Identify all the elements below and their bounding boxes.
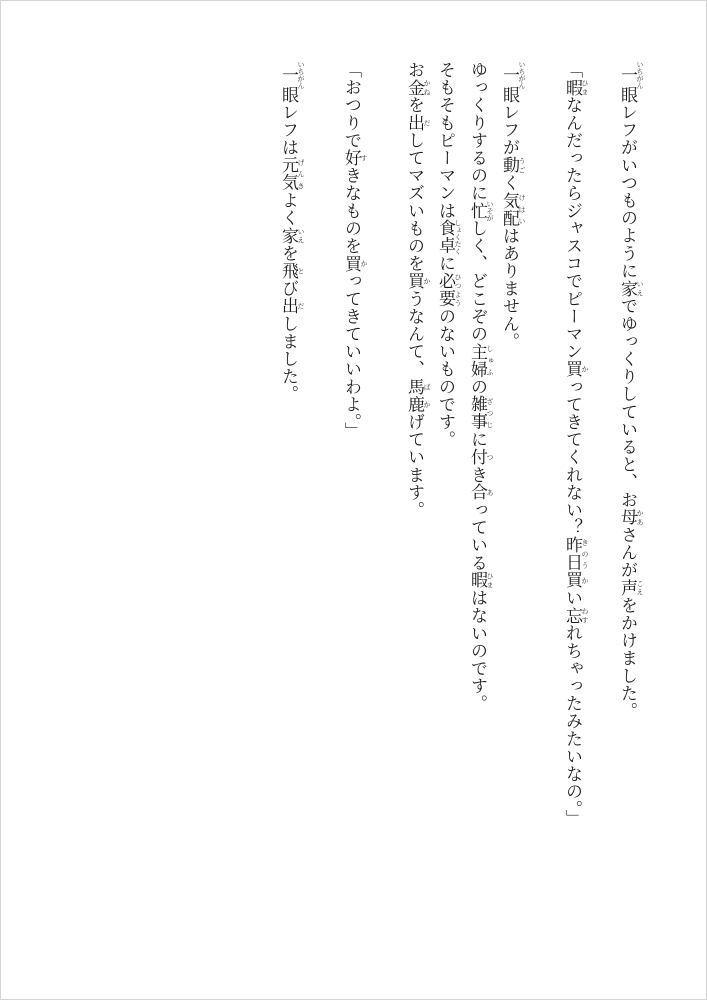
ruby-word bbox=[467, 342, 494, 378]
ruby-word bbox=[499, 191, 526, 227]
text-run: を bbox=[278, 244, 298, 263]
ruby-base: 元気 bbox=[278, 156, 298, 192]
ruby-word bbox=[562, 360, 589, 378]
ruby-reading: いえ bbox=[297, 226, 305, 245]
ruby-reading: か bbox=[581, 360, 589, 378]
text-run: そもそもピーマンは bbox=[435, 61, 455, 220]
ruby-word bbox=[278, 262, 305, 280]
ruby-base: 合 bbox=[467, 483, 487, 502]
text-run: い bbox=[562, 589, 582, 607]
ruby-word bbox=[404, 272, 431, 290]
ruby-reading: か bbox=[581, 571, 589, 590]
ruby-word bbox=[562, 78, 589, 97]
ruby-base: 雑事 bbox=[467, 395, 487, 431]
ruby-reading: だ bbox=[423, 113, 431, 132]
text-run: はありません。 bbox=[499, 226, 519, 351]
ruby-word bbox=[467, 483, 494, 502]
ruby-word bbox=[499, 156, 526, 174]
ruby-reading: かね bbox=[423, 78, 431, 97]
paragraph-5 bbox=[436, 61, 462, 448]
ruby-base: 昨日 bbox=[562, 536, 582, 572]
text-run: なんだったらジャスコでピーマン bbox=[562, 96, 582, 361]
ruby-base: 動 bbox=[499, 156, 519, 174]
text-run: の bbox=[467, 377, 487, 396]
ruby-reading: ばか bbox=[423, 377, 431, 414]
ruby-reading: いえ bbox=[636, 279, 644, 298]
ruby-reading: いちがん bbox=[297, 61, 305, 89]
ruby-reading: ざつじ bbox=[486, 395, 494, 431]
text-run: 眼レフが bbox=[499, 85, 519, 157]
ruby-word bbox=[562, 571, 589, 590]
text-run: よく bbox=[278, 191, 298, 227]
ruby-word bbox=[617, 578, 644, 597]
ruby-base: 買 bbox=[404, 272, 424, 290]
text-run: のないものです。 bbox=[435, 307, 455, 449]
text-run: きなものを bbox=[341, 166, 361, 255]
ruby-word bbox=[435, 219, 462, 255]
ruby-word bbox=[404, 113, 431, 132]
text-run: をかけました。 bbox=[617, 596, 637, 720]
text-run: ゆっくりするのに bbox=[467, 61, 487, 202]
text-run: ってきてくれない？ bbox=[562, 377, 582, 537]
ruby-word bbox=[278, 226, 305, 245]
ruby-base: 食卓 bbox=[435, 219, 455, 255]
ruby-word bbox=[562, 536, 589, 572]
ruby-base: 買 bbox=[341, 254, 361, 273]
paragraph-6 bbox=[405, 61, 431, 519]
text-run: 「おつりで bbox=[341, 61, 361, 149]
text-run: してマズいものを bbox=[404, 131, 424, 273]
ruby-base: 一 bbox=[278, 61, 298, 89]
ruby-reading: ひま bbox=[486, 571, 494, 590]
ruby-word bbox=[467, 200, 494, 222]
ruby-reading: つ bbox=[486, 448, 494, 466]
ruby-word bbox=[499, 61, 526, 89]
paragraph-8 bbox=[279, 61, 305, 403]
text-run: 眼レフは bbox=[278, 85, 298, 157]
ruby-reading: か bbox=[423, 272, 431, 290]
ruby-word bbox=[278, 297, 305, 315]
ruby-word bbox=[278, 156, 305, 192]
ruby-word bbox=[467, 395, 494, 431]
ruby-word bbox=[617, 279, 644, 298]
ruby-reading: ひま bbox=[581, 78, 589, 97]
paragraph-2 bbox=[563, 61, 589, 827]
text-run: 「 bbox=[562, 61, 582, 79]
ruby-reading: いちがん bbox=[636, 61, 644, 89]
ruby-reading: す bbox=[360, 149, 368, 167]
ruby-word bbox=[562, 606, 589, 625]
ruby-reading: いそが bbox=[486, 200, 494, 222]
text-run: げています。 bbox=[404, 413, 424, 519]
ruby-word bbox=[467, 571, 494, 590]
ruby-word bbox=[617, 61, 644, 89]
ruby-base: 付 bbox=[467, 448, 487, 466]
ruby-reading: だ bbox=[297, 297, 305, 315]
ruby-base: 買 bbox=[562, 360, 582, 378]
ruby-reading: かあ bbox=[636, 508, 644, 526]
ruby-base: 飛 bbox=[278, 262, 298, 280]
ruby-reading: うご bbox=[518, 156, 526, 174]
ruby-base: 家 bbox=[278, 226, 298, 245]
ruby-reading: あ bbox=[486, 483, 494, 502]
ruby-reading: しゅふ bbox=[486, 342, 494, 378]
text-run: しく、どこぞの bbox=[467, 219, 487, 343]
paragraph-7 bbox=[342, 61, 368, 440]
ruby-reading: と bbox=[297, 262, 305, 280]
ruby-reading: わす bbox=[581, 606, 589, 625]
text-run: うなんて、 bbox=[404, 289, 424, 378]
ruby-word bbox=[404, 78, 431, 97]
text-run: でゆっくりしていると、お bbox=[617, 297, 637, 509]
ruby-base: 主婦 bbox=[467, 342, 487, 378]
ruby-reading: きのう bbox=[581, 536, 589, 572]
ruby-reading: いちがん bbox=[518, 61, 526, 89]
text-run: れちゃったみたいなの。」 bbox=[562, 624, 582, 827]
ruby-base: 出 bbox=[404, 113, 424, 132]
ruby-base: 一 bbox=[617, 61, 637, 89]
ruby-word bbox=[341, 149, 368, 167]
text-run: を bbox=[404, 96, 424, 114]
text-run: び bbox=[278, 279, 298, 298]
ruby-reading: しょくたく bbox=[454, 219, 462, 255]
ruby-word bbox=[341, 254, 368, 273]
ruby-word bbox=[278, 61, 305, 89]
ruby-base: 一 bbox=[499, 61, 519, 89]
ruby-base: 出 bbox=[278, 297, 298, 315]
paragraph-1 bbox=[618, 61, 644, 720]
ruby-base: 暇 bbox=[562, 78, 582, 97]
ruby-word bbox=[467, 448, 494, 466]
text-run: しました。 bbox=[278, 314, 298, 403]
ruby-reading: けはい bbox=[518, 191, 526, 227]
text-run: ってきていいわよ。」 bbox=[341, 272, 361, 440]
text-run: さんが bbox=[617, 526, 637, 579]
text-run: 眼レフがいつものように bbox=[617, 85, 637, 280]
text-run: お bbox=[404, 61, 424, 79]
ruby-base: 金 bbox=[404, 78, 424, 97]
ruby-base: 買 bbox=[562, 571, 582, 590]
text-run: き bbox=[467, 465, 487, 484]
text-run: はないのです。 bbox=[467, 589, 487, 713]
ruby-reading: ひつよう bbox=[454, 272, 462, 308]
ruby-reading: こえ bbox=[636, 578, 644, 597]
paragraph-4 bbox=[468, 61, 494, 712]
ruby-base: 好 bbox=[341, 149, 361, 167]
ruby-base: 忙 bbox=[467, 200, 487, 222]
ruby-word bbox=[435, 272, 462, 308]
ruby-word bbox=[404, 377, 431, 414]
text-run: に bbox=[467, 430, 487, 449]
ruby-base: 声 bbox=[617, 578, 637, 597]
text-run: に bbox=[435, 254, 455, 273]
text-run: っている bbox=[467, 501, 487, 572]
ruby-reading: げんき bbox=[297, 156, 305, 192]
ruby-base: 気配 bbox=[499, 191, 519, 227]
ruby-word bbox=[617, 508, 644, 527]
text-run: く bbox=[499, 174, 519, 192]
ruby-base: 母 bbox=[617, 508, 637, 527]
ruby-base: 暇 bbox=[467, 571, 487, 590]
ruby-base: 忘 bbox=[562, 606, 582, 625]
ruby-base: 必要 bbox=[435, 272, 455, 308]
ruby-base: 馬鹿 bbox=[404, 377, 424, 414]
ruby-base: 家 bbox=[617, 279, 637, 298]
paragraph-3 bbox=[500, 61, 526, 350]
ruby-reading: か bbox=[360, 254, 368, 273]
